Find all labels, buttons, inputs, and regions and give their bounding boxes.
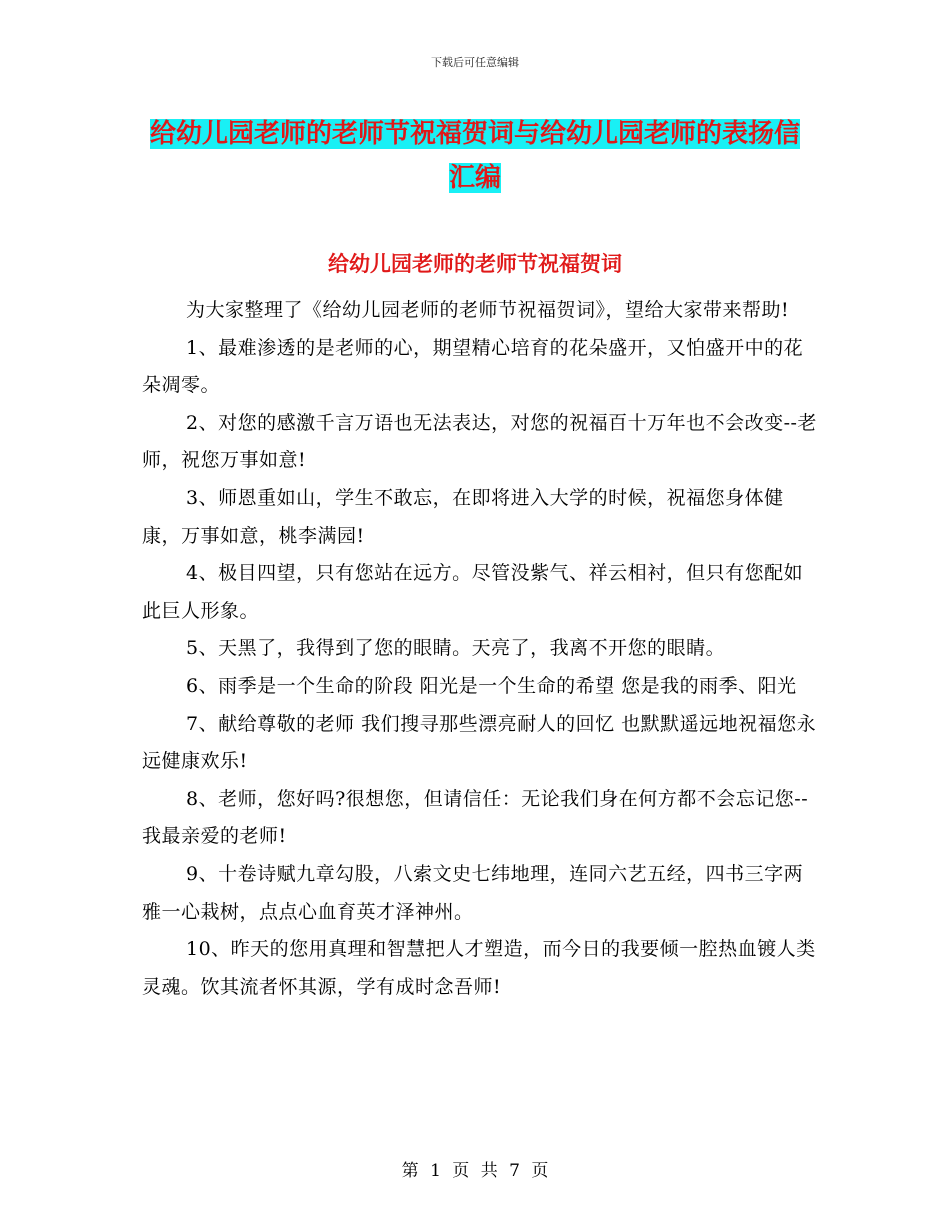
greeting-item-4: 4、极目四望，只有您站在远方。尽管没紫气、祥云相衬，但只有您配如此巨人形象。: [142, 562, 804, 622]
greeting-item-8: 8、老师，您好吗?很想您，但请信任：无论我们身在何方都不会忘记您--我最亲爱的老师!: [142, 787, 809, 848]
greeting-item-2: 2、对您的感激千言万语也无法表达，对您的祝福百十万年也不会改变--老师，祝您万事如意!: [142, 411, 817, 472]
section-title: 给幼儿园老师的老师节祝福贺词: [328, 252, 622, 276]
greeting-item-3: 3、师恩重如山，学生不敢忘，在即将进入大学的时候，祝福您身体健康，万事如意，桃李满园!: [142, 486, 784, 547]
document-title-text: 给幼儿园老师的老师节祝福贺词与给幼儿园老师的表扬信汇编: [149, 119, 800, 193]
greeting-item-7: 7、献给尊敬的老师 我们搜寻那些漂亮耐人的回忆 也默默遥远地祝福您永远健康欢乐!: [142, 712, 817, 773]
intro-paragraph: 为大家整理了《给幼儿园老师的老师节祝福贺词》，望给大家带来帮助!: [186, 299, 790, 321]
greeting-item-6: 6、雨季是一个生命的阶段 阳光是一个生命的希望 您是我的雨季、阳光: [186, 674, 797, 697]
greeting-item-10: 10、昨天的您用真理和智慧把人才塑造，而今日的我要倾一腔热血镀人类灵魂。饮其流者怀其源，学有成时念吾师!: [142, 938, 816, 998]
greeting-item-5: 5、天黑了，我得到了您的眼睛。天亮了，我离不开您的眼睛。: [186, 637, 726, 660]
page-number: 第 1 页 共 7 页: [401, 1161, 549, 1181]
greeting-item-9: 9、十卷诗赋九章勾股，八索文史七纬地理，连同六艺五经，四书三字两雅一心栽树，点点心血育英才泽神州。: [142, 862, 804, 923]
document-body: [142, 292, 818, 1006]
document-title: [140, 112, 810, 200]
greeting-item-1: 1、最难渗透的是老师的心，期望精心培育的花朵盛开，又怕盛开中的花朵凋零。: [142, 336, 804, 397]
header-note: 下载后可任意编辑: [431, 56, 519, 69]
